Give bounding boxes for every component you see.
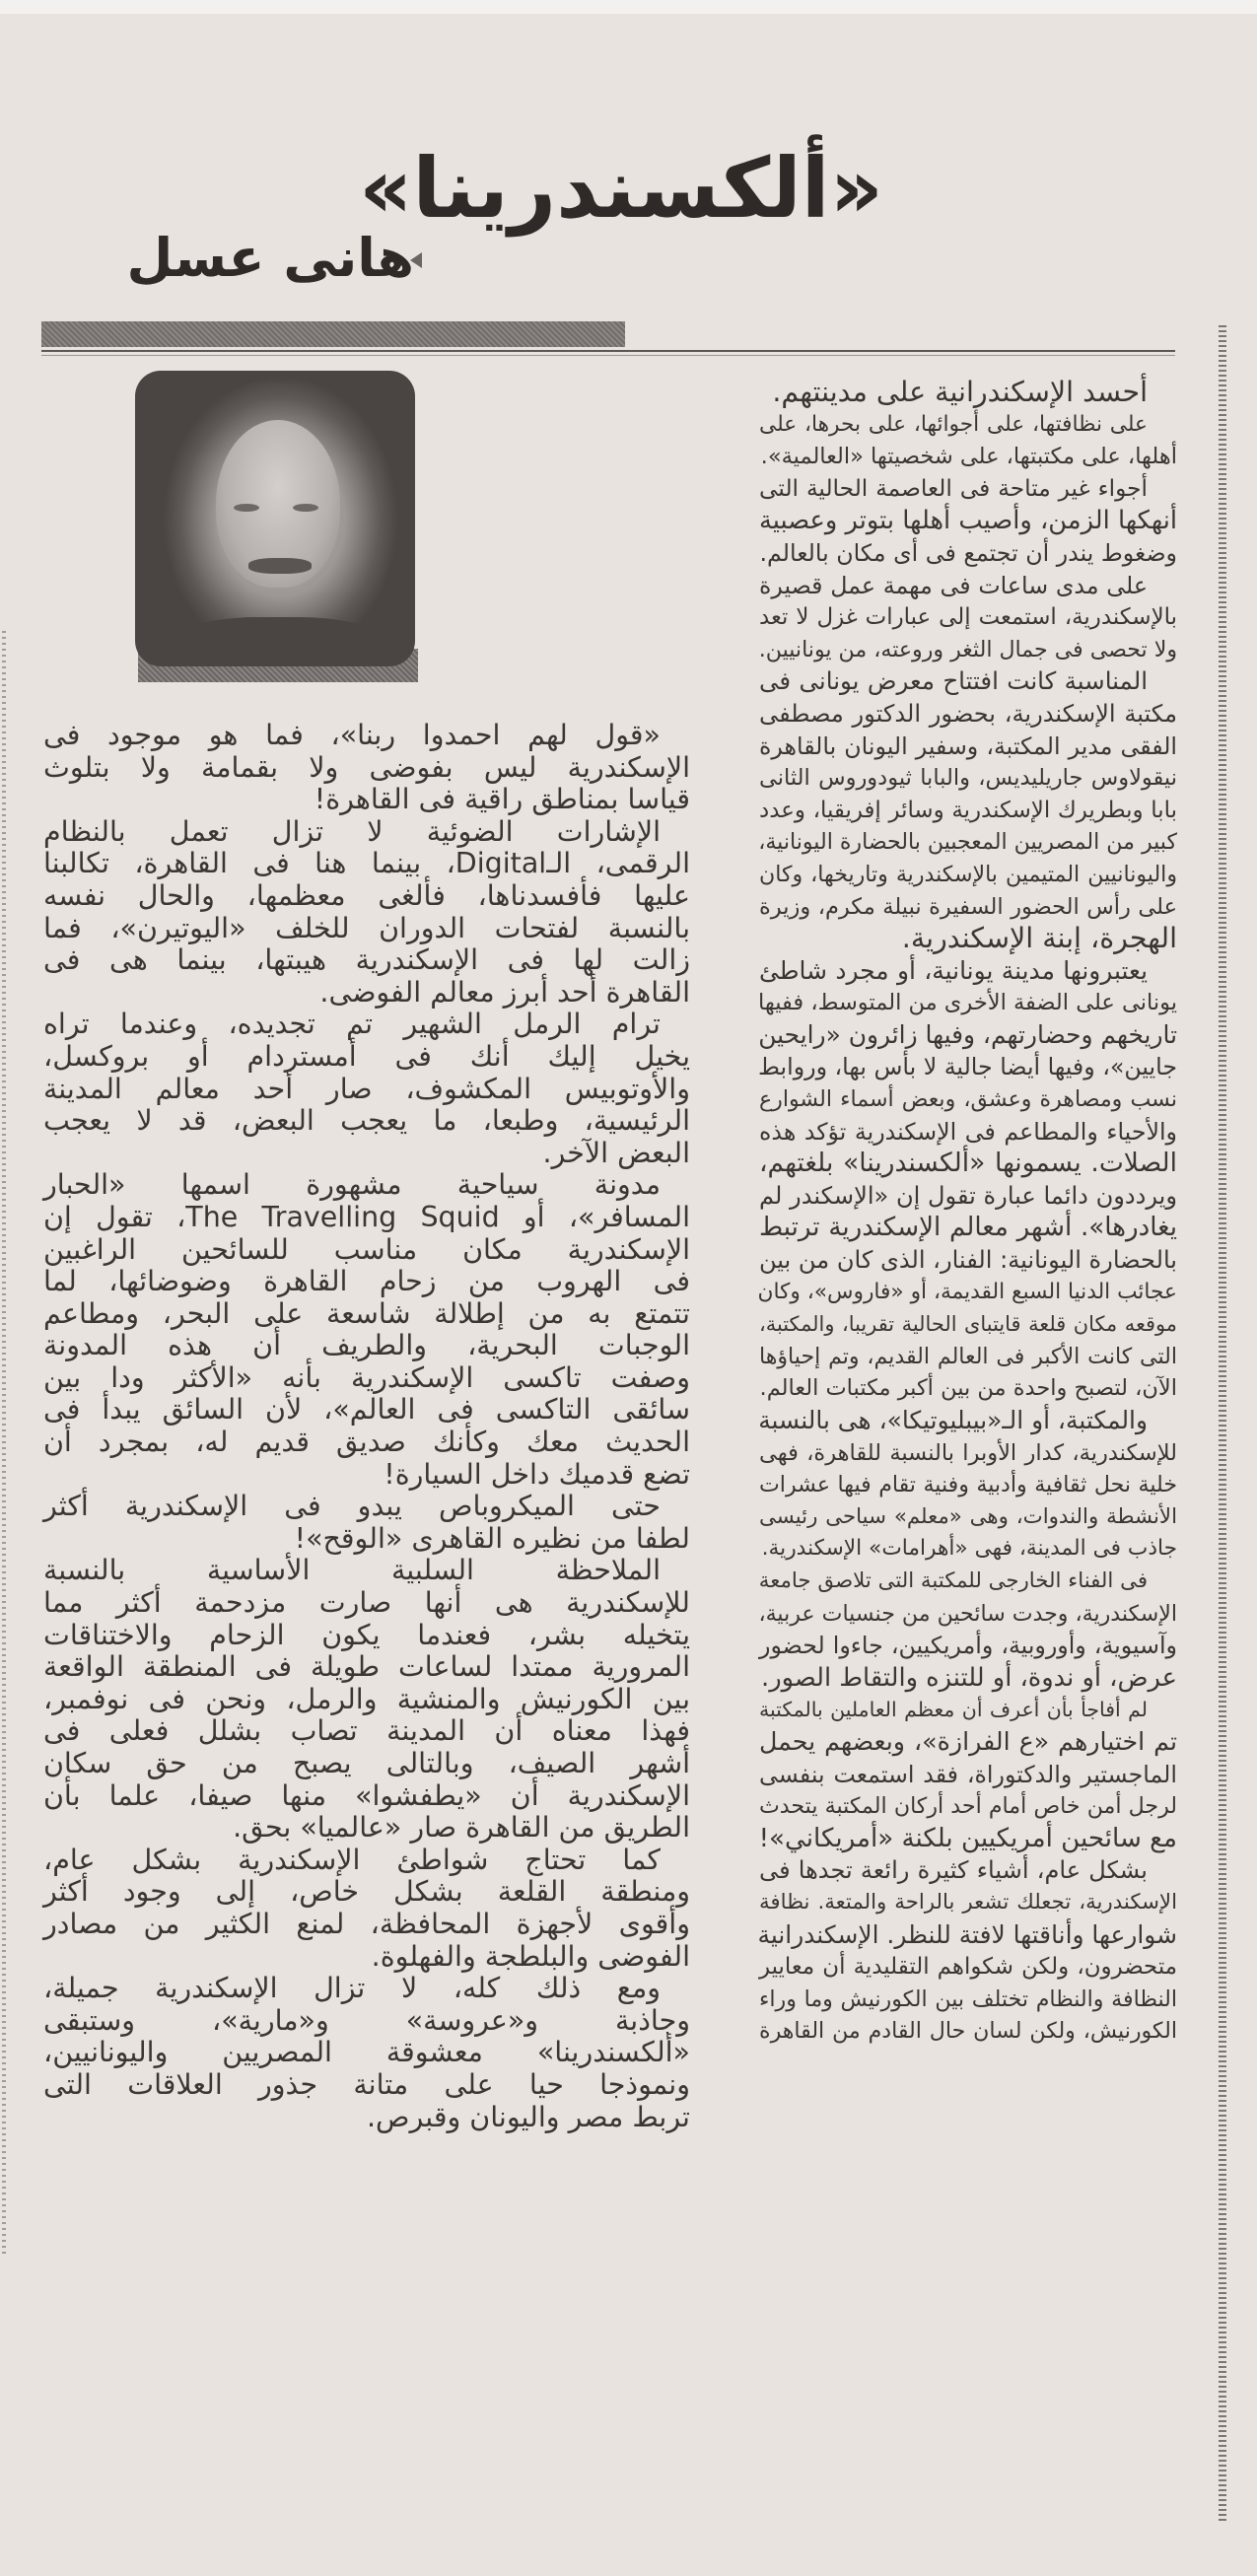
author-byline: هانى عسل: [126, 227, 414, 289]
text-line: عرض، أو ندوة، أو للتنزه والتقاط الصور.: [761, 1662, 1177, 1693]
text-line: الملاحظة السلبية الأساسية بالنسبة: [43, 1554, 661, 1587]
text-line: فهذا معناه أن المدينة تصاب بشلل فعلى فى: [43, 1714, 690, 1748]
text-line: متحضرون، ولكن شكواهم التقليدية أن معايير: [759, 1954, 1177, 1981]
text-line: يونانى على الضفة الأخرى من المتوسط، ففيها: [758, 990, 1177, 1016]
column-rule-left: [2, 631, 6, 2258]
text-line: أحسد الإسكندرانية على مدينتهم.: [772, 376, 1148, 408]
text-line: الصلات. يسمونها «ألكسندرينا» بلغتهم،: [759, 1148, 1177, 1179]
text-line: ويرددون دائما عبارة تقول إن «الإسكندر لم: [759, 1181, 1177, 1210]
text-line: عجائب الدنيا السبع القديمة، أو «فاروس»، وكان: [757, 1279, 1177, 1304]
text-line: يتخيله بشر، فعندما يكون الزحام والاختناقات: [43, 1618, 690, 1651]
text-line: يخيل إليك أنك فى أمستردام أو بروكسل،: [43, 1039, 690, 1073]
text-line: والأحياء والمطاعم فى الإسكندرية تؤكد هذه: [759, 1117, 1177, 1146]
text-line: الحديث معك وكأنك صديق قديم له، بمجرد أن: [43, 1426, 690, 1459]
text-line: نيقولاوس جاريليديس، والبابا ثيودوروس الثانى: [759, 765, 1177, 792]
text-line: الإسكندرية، تجعلك تشعر بالراحة والمتعة. نظافة: [759, 1889, 1177, 1915]
column-rule-right: [1219, 325, 1226, 2524]
article-column-left: [43, 720, 690, 2133]
text-line: يعتبرونها مدينة يونانية، أو مجرد شاطئ: [759, 955, 1148, 985]
text-line: يغادرها». أشهر معالم الإسكندرية ترتبط: [759, 1213, 1177, 1243]
text-line: «قول لهم احمدوا ربنا»، فما هو موجود فى: [43, 719, 661, 751]
text-line: وأقوى لأجهزة المحافظة، لمنع الكثير من مصادر: [43, 1907, 690, 1940]
text-line: تضع قدميك داخل السيارة!: [384, 1457, 690, 1491]
text-line: التى كانت الأكبر فى العالم القديم، وتم إحياؤها: [759, 1343, 1177, 1369]
text-line: للإسكندرية هى أنها صارت مزدحمة أكثر مما: [43, 1586, 690, 1620]
text-line: كما تحتاج شواطئ الإسكندرية بشكل عام،: [43, 1843, 661, 1876]
text-line: لم أفاجأ بأن أعرف أن معظم العاملين بالمكتبة: [759, 1698, 1148, 1722]
author-photo: [135, 371, 415, 666]
text-line: الهجرة، إبنة الإسكندرية.: [901, 922, 1177, 955]
photo-eye: [293, 504, 318, 512]
text-line: والأوتوبيس المكشوف، صار أحد معالم المدينة: [43, 1072, 690, 1105]
text-line: الإسكندرية ليس بفوضى ولا بقمامة ولا بتلوث: [43, 750, 690, 784]
text-line: الفوضى والبلطجة والفهلوة.: [371, 1939, 690, 1973]
byline-bar: [41, 321, 625, 347]
text-line: جاذب فى المدينة، فهى «أهرامات» الإسكندرية.: [761, 1536, 1177, 1562]
text-line: فى الفناء الخارجى للمكتبة التى تلاصق جامعة: [758, 1567, 1148, 1593]
text-line: الكورنيش، ولكن لسان حال القادم من القاهرة: [759, 2018, 1177, 2045]
text-line: خلية نحل ثقافية وأدبية وفنية تقام فيها عشرات: [759, 1472, 1177, 1498]
text-line: وصفت تاكسى الإسكندرية بأنه «الأكثر ودا بين: [43, 1360, 690, 1394]
text-line: الفقى مدير المكتبة، وسفير اليونان بالقاهرة: [759, 731, 1177, 760]
text-line: عليها فأفسدناها، فألغى معظمها، والحال نفسه: [43, 878, 690, 912]
text-line: على نظافتها، على أجوائها، على بحرها، على: [759, 411, 1148, 437]
text-line: الأنشطة والندوات، وهى «معلم» سياحى رئيسى: [759, 1503, 1177, 1529]
text-line: ترام الرمل الشهير تم تجديده، وعندما تراه: [43, 1008, 661, 1041]
text-line: بابا وبطريرك الإسكندرية وسائر إفريقيا، وعدد: [759, 797, 1177, 823]
text-line: بالنسبة لفتحات الدوران للخلف «اليوتيرن»، فما: [43, 911, 690, 944]
text-line: تم اختيارهم «ع الفرازة»، وبعضهم يحمل: [759, 1726, 1177, 1756]
text-line: وضغوط يندر أن تجتمع فى أى مكان بالعالم.: [759, 538, 1177, 567]
text-line: الوجبات البحرية، والطريف أن هذه المدونة: [43, 1329, 690, 1362]
text-line: بين الكورنيش والمنشية والرمل، ونحن فى نوفمبر،: [43, 1682, 690, 1715]
text-line: نسب ومصاهرة وعشق، وبعض أسماء الشوارع: [759, 1086, 1177, 1113]
text-line: سائقى التاكسى فى العالم»، لأن السائق يبدأ فى: [43, 1393, 690, 1427]
text-line: بالحضارة اليونانية: الفنار، الذى كان من بين: [758, 1246, 1177, 1275]
text-line: النظافة والنظام تختلف بين الكورنيش وما وراء: [759, 1985, 1177, 2012]
text-line: زالت لها فى الإسكندرية هيبتها، بينما هى فى: [43, 943, 690, 977]
header-rule: [41, 350, 1175, 352]
text-line: قياسا بمناطق راقية فى القاهرة!: [314, 783, 690, 816]
text-line: شوارعها وأناقتها لافتة للنظر. الإسكندرانية: [757, 1919, 1177, 1949]
text-line: تربط مصر واليونان وقبرص.: [367, 2100, 690, 2133]
article-title: «ألكسندرينا»: [359, 140, 883, 238]
text-line: جايين»، وفيها أيضا جالية لا بأس بها، وروابط: [758, 1053, 1177, 1081]
text-line: ومع ذلك كله، لا تزال الإسكندرية جميلة،: [43, 1972, 661, 2005]
text-line: أجواء غير متاحة فى العاصمة الحالية التى: [759, 474, 1148, 502]
text-line: مدونة سياحية مشهورة اسمها «الحبار: [43, 1168, 661, 1202]
text-line: أنهكها الزمن، وأصيب أهلها بتوتر وعصبية: [759, 506, 1177, 536]
text-line: لرجل أمن خاص أمام أحد أركان المكتبة يتحدث: [759, 1793, 1177, 1820]
text-line: الإسكندرية أن «يطفشوا» منها صيفا، علما بأن: [43, 1778, 690, 1812]
text-line: المناسبة كانت افتتاح معرض يونانى فى: [759, 666, 1148, 696]
text-line: مكتبة الإسكندرية، بحضور الدكتور مصطفى: [759, 699, 1177, 728]
text-line: واليونانيين المتيمين بالإسكندرية وتاريخها، وكان: [759, 861, 1177, 887]
text-line: تاريخهم وحضارتهم، وفيها زائرون «رايحين: [758, 1019, 1177, 1049]
text-line: كبير من المصريين المعجبين بالحضارة اليونانية،: [758, 829, 1177, 856]
text-line: الماجستير والدكتوراة، فقد استمعت بنفسى: [759, 1760, 1177, 1788]
text-line: بشكل عام، أشياء كثيرة رائعة تجدها فى: [759, 1856, 1148, 1885]
text-line: البعض الآخر.: [542, 1136, 690, 1169]
text-line: وجاذبة و«عروسة» و«مارية»، وستبقى: [43, 2003, 690, 2037]
text-line: للإسكندرية، كدار الأوبرا بالنسبة للقاهرة، فهى: [759, 1439, 1177, 1466]
article-column-right: [759, 377, 1177, 2048]
text-line: ونموذجا حيا على متانة جذور العلاقات التى: [43, 2067, 690, 2101]
text-line: تتمتع به من إطلالة شاسعة على البحر، ومطاعم: [43, 1296, 690, 1330]
text-line: وآسيوية، وأوروبية، وأمريكيين، جاءوا لحضور: [759, 1632, 1177, 1660]
text-line: مع سائحين أمريكيين بلكنة «أمريكاني»!: [758, 1823, 1177, 1853]
text-line: الآن، لتصبح واحدة من بين أكبر مكتبات العالم.: [759, 1375, 1177, 1402]
text-line: والمكتبة، أو الـ«بيبليوتيكا»، هى بالنسبة: [758, 1406, 1148, 1434]
text-line: الإسكندرية مكان مناسب للسائحين الراغبين: [43, 1232, 690, 1266]
text-line: القاهرة أحد أبرز معالم الفوضى.: [319, 975, 690, 1009]
text-line: أشهر الصيف، وبالتالى يصبح من حق سكان: [43, 1747, 690, 1779]
text-line: فى الهروب من زحام القاهرة وضوضائها، لما: [43, 1265, 690, 1298]
text-line: أهلها، على مكتبتها، على شخصيتها «العالمية».: [760, 444, 1177, 470]
text-line: ولا تحصى فى جمال الثغر وروعته، من يونانيين.: [758, 636, 1177, 662]
header-rule-thin: [41, 355, 1175, 356]
photo-shirt: [175, 617, 382, 666]
text-line: «ألكسندرينا» معشوقة المصريين واليونانيين،: [43, 2036, 690, 2069]
text-line: المسافر»، أو The Travelling Squid، تقول إن: [43, 1200, 690, 1233]
paper-edge: [0, 0, 1257, 14]
photo-mustache: [248, 558, 312, 574]
text-line: ومنطقة القلعة بشكل خاص، إلى وجود أكثر: [43, 1875, 690, 1909]
text-line: الإشارات الضوئية لا تزال تعمل بالنظام: [43, 814, 661, 848]
text-line: بالإسكندرية، استمعت إلى عبارات غزل لا تعد: [759, 604, 1177, 631]
text-line: على مدى ساعات فى مهمة عمل قصيرة: [759, 571, 1148, 599]
text-line: الطريق من القاهرة صار «عالميا» بحق.: [233, 1811, 690, 1845]
text-line: على رأس الحضور السفيرة نبيلة مكرم، وزيرة: [759, 893, 1177, 920]
text-line: حتى الميكروباص يبدو فى الإسكندرية أكثر: [43, 1490, 661, 1523]
text-line: المرورية ممتدا لساعات طويلة فى المنطقة الواقعة: [43, 1650, 690, 1684]
text-line: الإسكندرية، وجدت سائحين من جنسيات عربية،: [758, 1600, 1177, 1627]
text-line: لطفا من نظيره القاهرى «الوقح»!: [294, 1521, 690, 1555]
byline-arrow-icon: [410, 252, 422, 268]
text-line: الرقمى، الـDigital، بينما هنا فى القاهرة، تكالبنا: [43, 847, 690, 880]
text-line: موقعه مكان قلعة قايتباى الحالية تقريبا، والمكتبة،: [759, 1312, 1177, 1337]
photo-eye: [234, 504, 259, 512]
text-line: الرئيسية، وطبعا، ما يعجب البعض، قد لا يعجب: [43, 1104, 690, 1138]
